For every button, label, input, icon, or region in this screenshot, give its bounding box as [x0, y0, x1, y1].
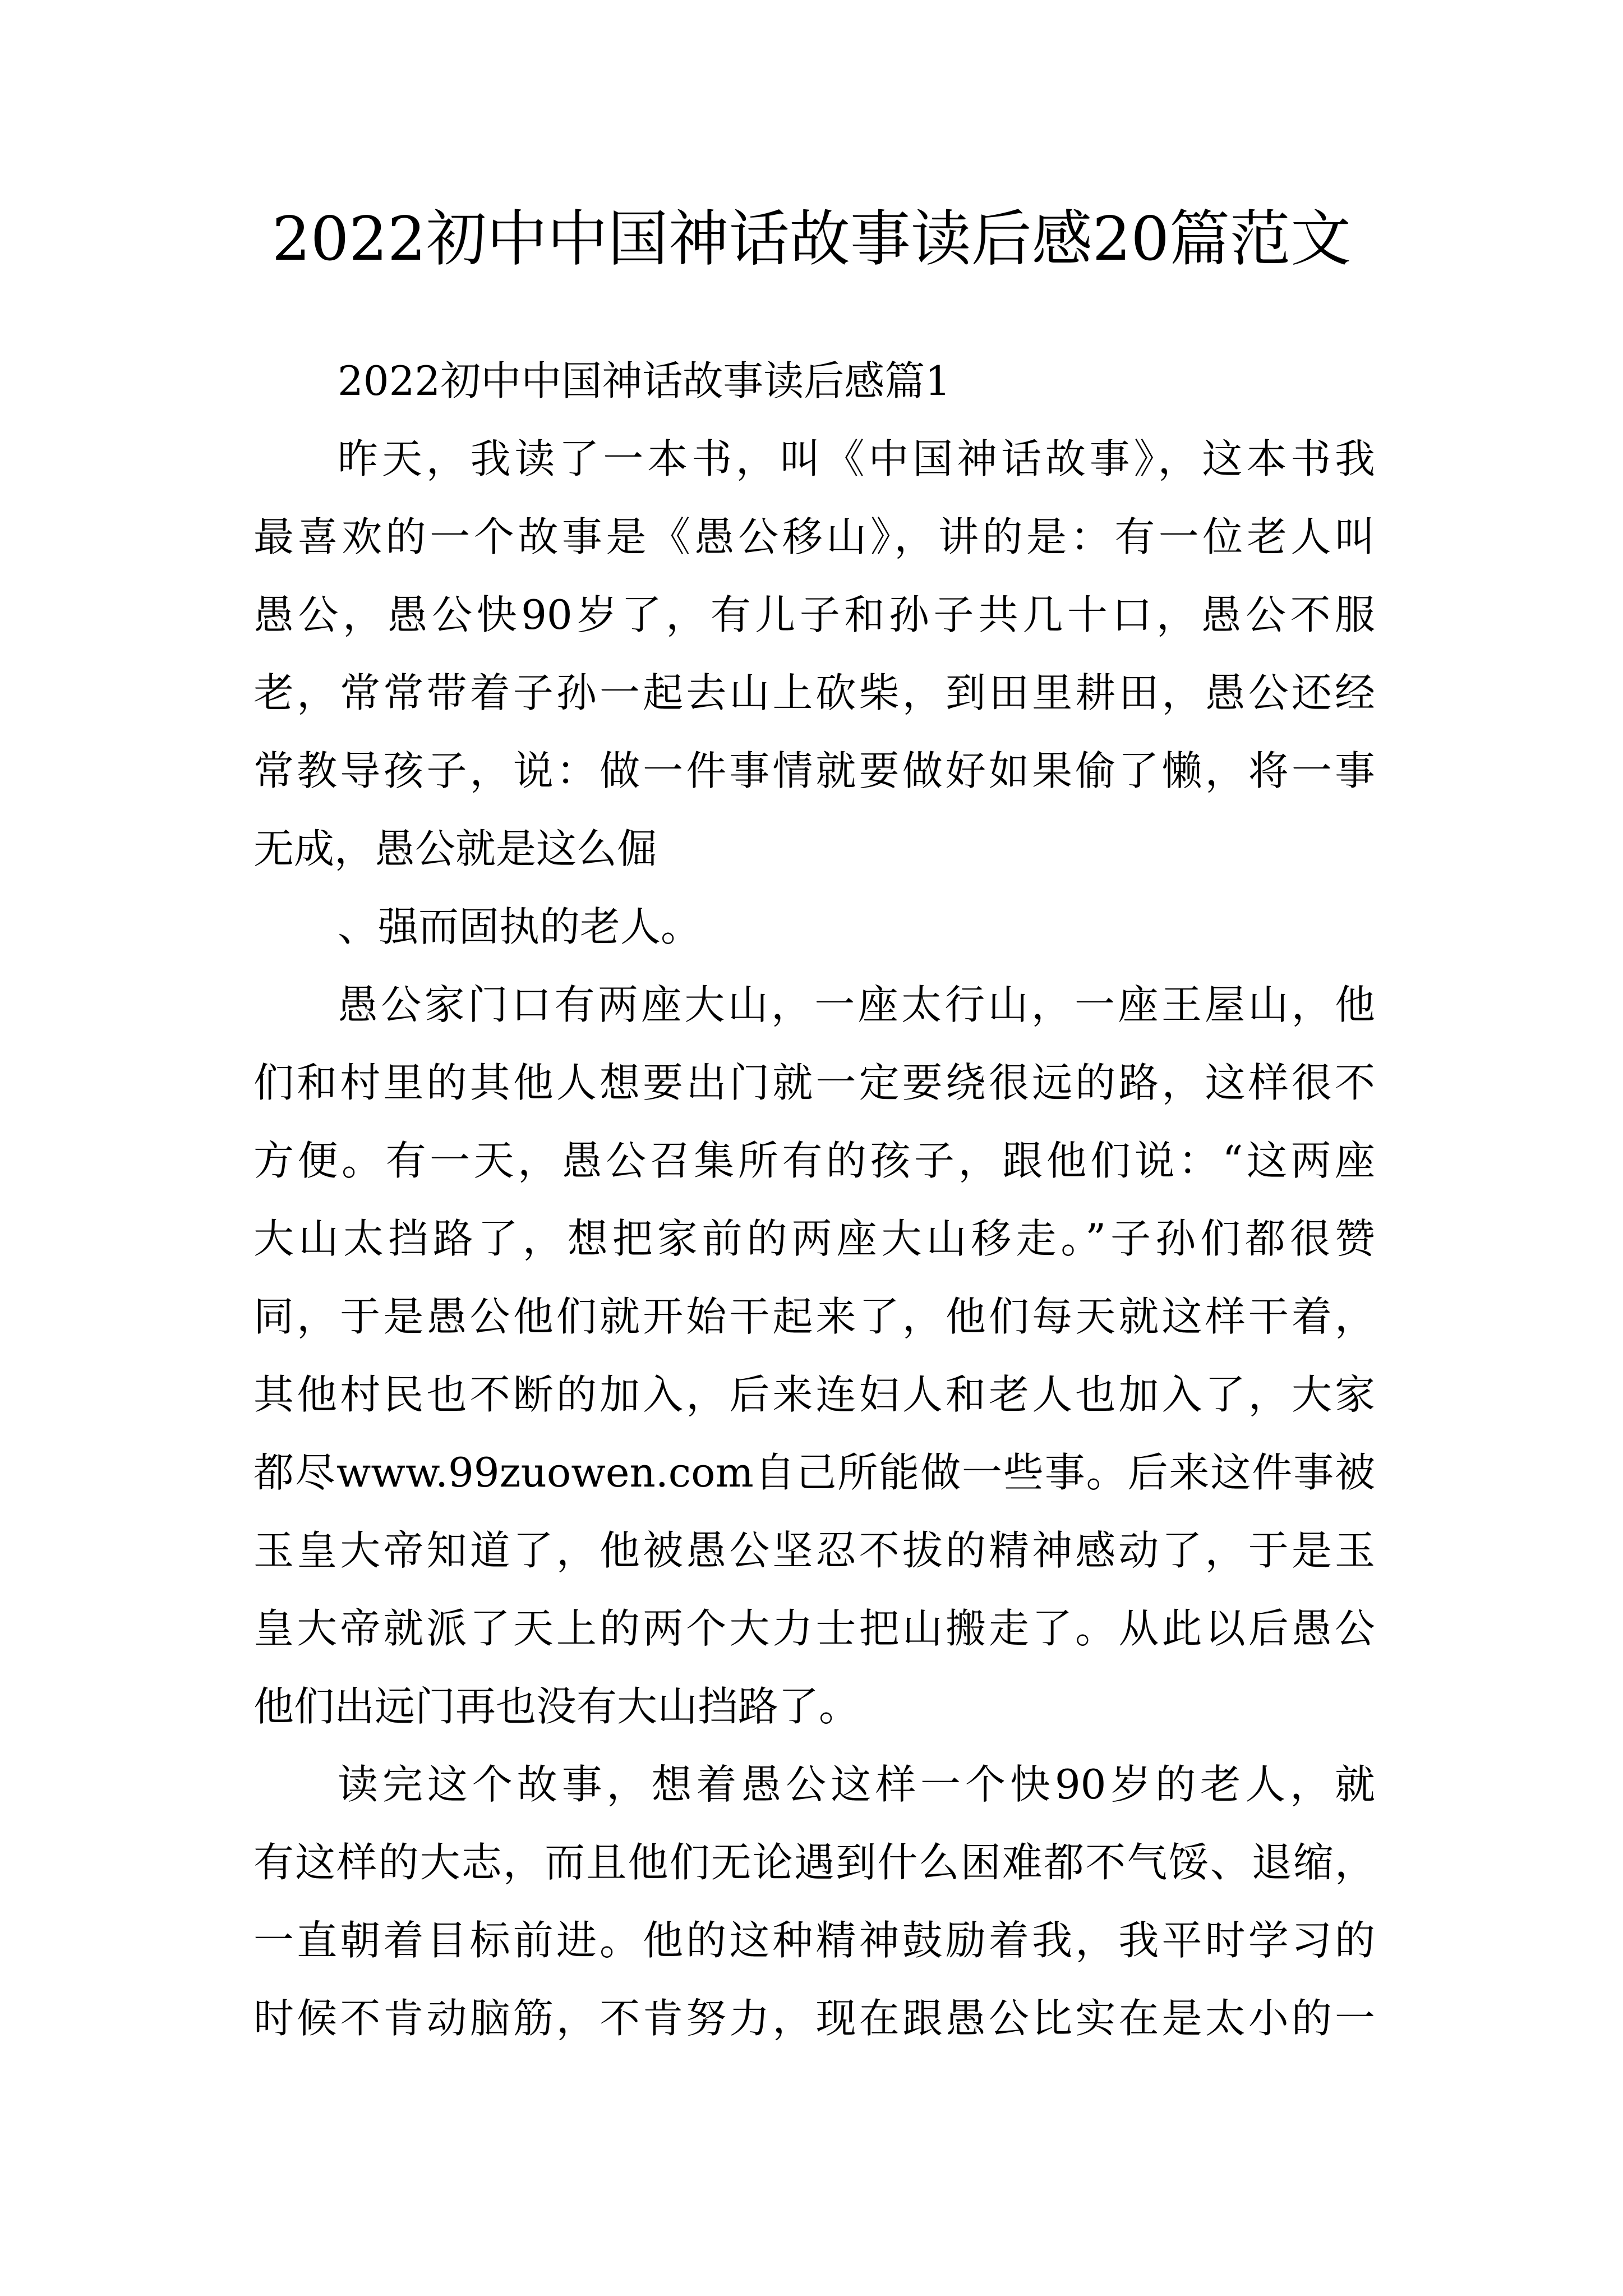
paragraph-line: 最喜欢的一个故事是《愚公移山》，讲的是：有一位老人叫: [253, 513, 1375, 560]
paragraph-line: 常教导孩子，说：做一件事情就要做好如果偷了懒，将一事: [253, 747, 1375, 794]
paragraph-line: 一直朝着目标前进。他的这种精神鼓励着我，我平时学习的: [253, 1917, 1375, 1964]
paragraph-line: 昨天，我读了一本书，叫《中国神话故事》，这本书我: [338, 435, 1375, 482]
paragraph-line: 时候不肯动脑筋，不肯努力，现在跟愚公比实在是太小的一: [253, 1995, 1375, 2042]
paragraph-line: 方便。有一天，愚公召集所有的孩子，跟他们说：“这两座: [253, 1137, 1375, 1184]
section-heading: 2022初中中国神话故事读后感篇1: [338, 357, 951, 404]
paragraph-line: 都尽www.99zuowen.com自己所能做一些事。后来这件事被: [253, 1449, 1375, 1496]
paragraph-line: 愚公，愚公快90岁了，有儿子和孙子共几十口，愚公不服: [253, 591, 1375, 638]
paragraph-line: 、强而固执的老人。: [338, 903, 702, 950]
paragraph-line: 大山太挡路了，想把家前的两座大山移走。”子孙们都很赞: [253, 1215, 1375, 1262]
paragraph-line: 老，常常带着子孙一起去山上砍柴，到田里耕田，愚公还经: [253, 669, 1375, 716]
paragraph-line: 无成，愚公就是这么倔: [253, 825, 658, 872]
paragraph-line: 读完这个故事，想着愚公这样一个快90岁的老人，就: [338, 1761, 1375, 1808]
paragraph-line: 其他村民也不断的加入，后来连妇人和老人也加入了，大家: [253, 1371, 1375, 1418]
paragraph-line: 玉皇大帝知道了，他被愚公坚忍不拔的精神感动了，于是玉: [253, 1527, 1375, 1574]
paragraph-line: 们和村里的其他人想要出门就一定要绕很远的路，这样很不: [253, 1059, 1375, 1106]
paragraph-line: 愚公家门口有两座大山，一座太行山，一座王屋山，他: [338, 981, 1375, 1028]
paragraph-line: 同，于是愚公他们就开始干起来了，他们每天就这样干着，: [253, 1293, 1375, 1340]
document-body: [253, 342, 1375, 2058]
paragraph-line: 有这样的大志，而且他们无论遇到什么困难都不气馁、退缩，: [253, 1839, 1375, 1886]
paragraph-line: 他们出远门再也没有大山挡路了。: [253, 1683, 860, 1730]
document-title: 2022初中中国神话故事读后感20篇范文: [271, 204, 1352, 274]
paragraph-line: 皇大帝就派了天上的两个大力士把山搬走了。从此以后愚公: [253, 1605, 1375, 1652]
